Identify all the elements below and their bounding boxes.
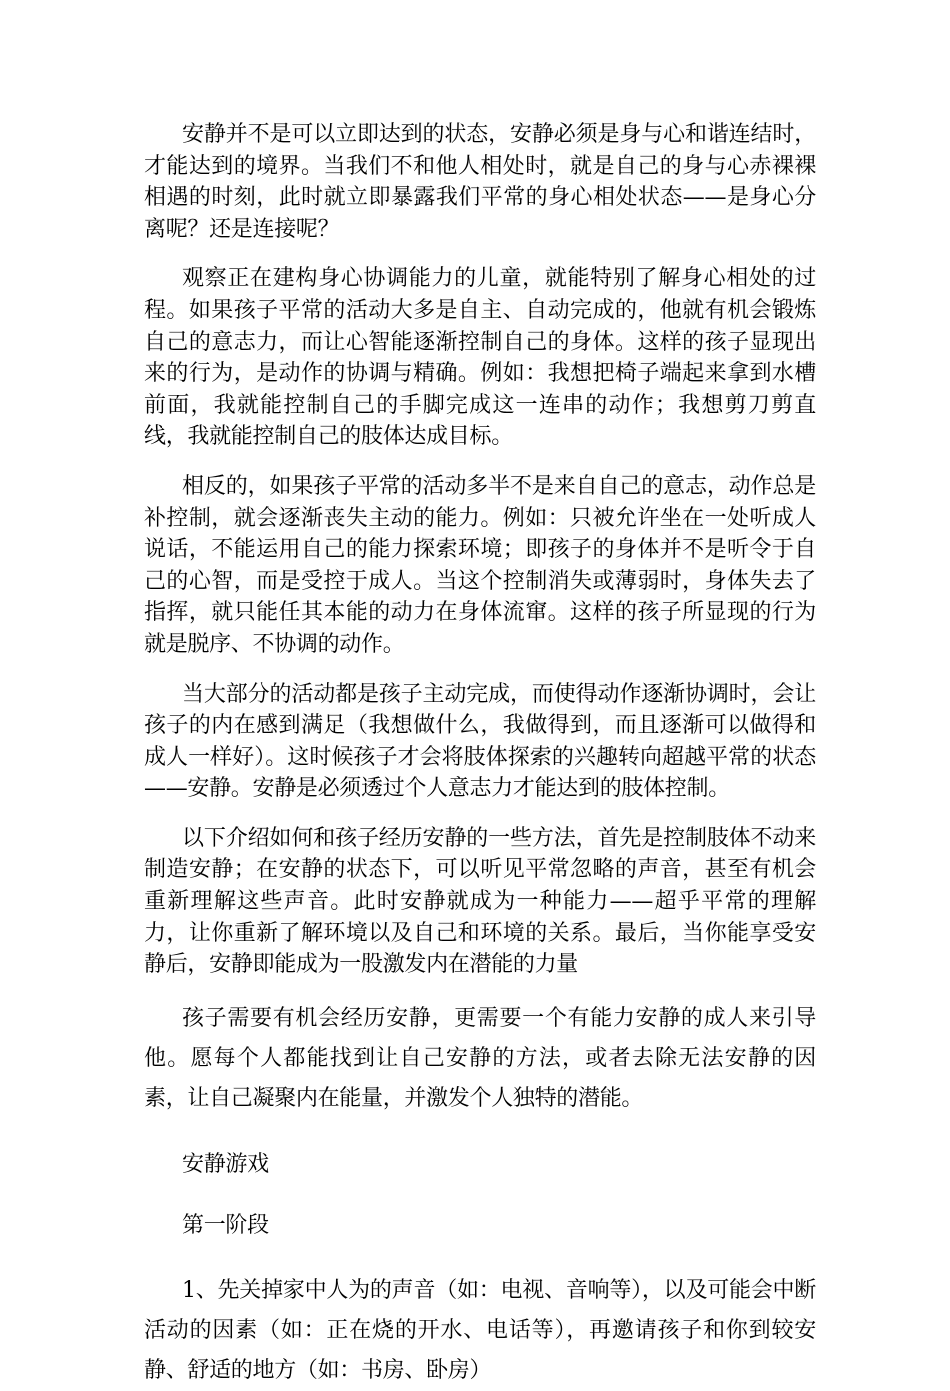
paragraph-coordination: 当大部分的活动都是孩子主动完成，而使得动作逐渐协调时，会让孩子的内在感到满足（我想做什么，我做得到，而且逐渐可以做得和成人一样好）。这时候孩子才会将肢体探索的兴趣转向超越平常的状态——安静。安静是必须透过个人意志力才能达到的肢体控制。 <box>144 681 816 802</box>
paragraph-methods: 以下介绍如何和孩子经历安静的一些方法，首先是控制肢体不动来制造安静；在安静的状态下，可以听见平常忽略的声音，甚至有机会重新理解这些声音。此时安静就成为一种能力——超乎平常的理解力，让你重新了解环境以及自己和环境的关系。最后，当你能享受安静后，安静即能成为一股激发内在潜能的力量 <box>144 825 816 978</box>
paragraph-child-observation: 观察正在建构身心协调能力的儿童，就能特别了解身心相处的过程。如果孩子平常的活动大多是自主、自动完成的，他就有机会锻炼自己的意志力，而让心智能逐渐控制自己的身体。这样的孩子显现出来的行为，是动作的协调与精确。例如：我想把椅子端起来拿到水槽前面，我就能控制自己的手脚完成这一连串的动作；我想剪刀剪直线，我就能控制自己的肢体达成目标。 <box>144 266 816 450</box>
section-title: 安静游戏 <box>182 1151 269 1177</box>
stage-title: 第一阶段 <box>182 1212 269 1238</box>
document-page <box>144 119 816 1391</box>
paragraph-stillness-intro: 安静并不是可以立即达到的状态，安静必须是身与心和谐连结时，才能达到的境界。当我们不和他人相处时，就是自己的身与心赤裸裸相遇的时刻，此时就立即暴露我们平常的身心相处状态——是身心分离呢？还是连接呢？ <box>144 122 816 242</box>
paragraph-conclusion: 孩子需要有机会经历安静，更需要一个有能力安静的成人来引导他。愿每个人都能找到让自己安静的方法，或者去除无法安静的因素，让自己凝聚内在能量，并激发个人独特的潜能。 <box>144 1005 816 1111</box>
step-item-1: 1、先关掉家中人为的声音（如：电视、音响等），以及可能会中断活动的因素（如：正在烧的开水、电话等），再邀请孩子和你到较安静、舒适的地方（如：书房、卧房） <box>144 1277 816 1383</box>
paragraph-lack-of-control: 相反的，如果孩子平常的活动多半不是来自自己的意志，动作总是补控制，就会逐渐丧失主动的能力。例如：只被允许坐在一处听成人说话，不能运用自己的能力探索环境；即孩子的身体并不是听令于自己的心智，而是受控于成人。当这个控制消失或薄弱时，身体失去了指挥，就只能任其本能的动力在身体流窜。这样的孩子所显现的行为就是脱序、不协调的动作。 <box>144 473 816 657</box>
